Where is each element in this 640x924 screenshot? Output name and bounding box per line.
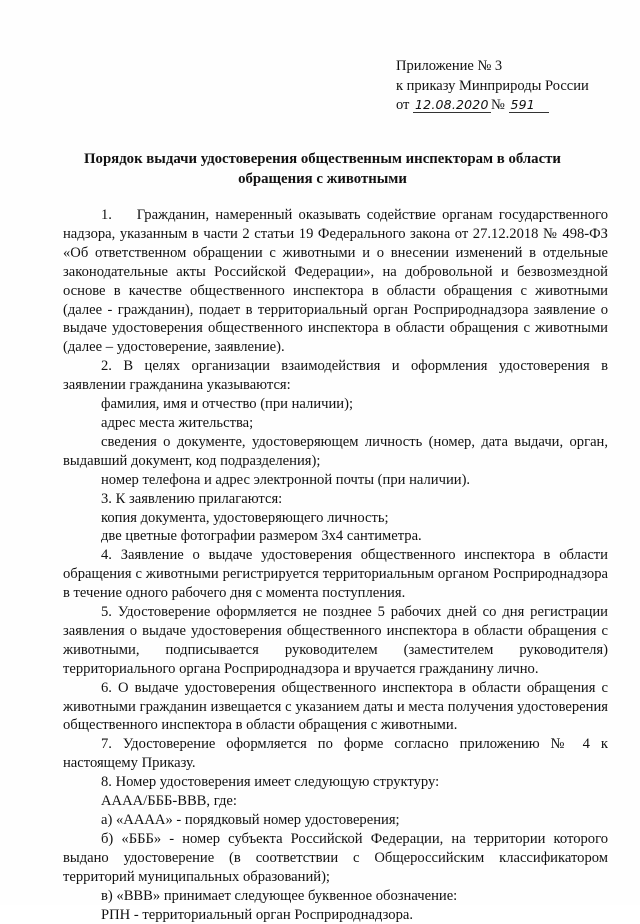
list-item: АААА/БББ-ВВВ, где: xyxy=(101,793,237,810)
list-item: а) «АААА» - порядковый номер удостоверения; xyxy=(101,812,400,828)
list-item: б) «БББ» - номер субъекта Российской Федерации, на территории которого выдано удостоверение (в соответствии с Общероссийским классификатором территорий муниципальных образований); xyxy=(63,830,608,885)
order-date-line xyxy=(396,96,626,116)
title-line-2: обращения с животными xyxy=(238,171,407,187)
handwritten-number: 591 xyxy=(509,98,549,113)
list-item: адрес места жительства; xyxy=(101,414,254,431)
list-item: номер телефона и адрес электронной почты (при наличии). xyxy=(101,471,471,488)
document-body xyxy=(63,206,608,924)
list-item: сведения о документе, удостоверяющем личность (номер, дата выдачи, орган, выдавший документ, код подразделения); xyxy=(63,433,608,469)
number-prefix: № xyxy=(491,97,505,113)
paragraph-3: 3. К заявлению прилагаются: xyxy=(101,490,283,507)
paragraph-1: 1. Гражданин, намеренный оказывать содействие органам государственного надзора, указанным в части 2 статьи 19 Федерального закона от 27.12.2018 № 498-ФЗ «Об ответственном обращении с животными и о внесении изменений в отдельные законодательные акты Российской Федерации», на добровольной и безвозмездной основе в качестве общественного инспектора в области обращения с животными (далее - гражданин), подает в территориальный орган Росприроднадзора заявление о выдаче удостоверения общественного инспектора в области обращения с животными (далее – удостоверение, заявление). xyxy=(63,207,608,356)
list-item: РПН - территориальный орган Росприроднадзора. xyxy=(101,906,414,923)
list-item: две цветные фотографии размером 3х4 сантиметра. xyxy=(101,528,422,545)
appendix-header xyxy=(396,57,626,116)
list-item: копия документа, удостоверяющего личность; xyxy=(101,509,389,526)
date-prefix: от xyxy=(396,97,410,113)
title-line-1: Порядок выдачи удостоверения общественным инспекторам в области xyxy=(84,151,561,167)
appendix-title: Приложение № 3 xyxy=(396,58,503,74)
list-item: фамилия, имя и отчество (при наличии); xyxy=(101,396,354,413)
list-item: в) «ВВВ» принимает следующее буквенное обозначение: xyxy=(101,887,458,904)
paragraph-5: 5. Удостоверение оформляется не позднее 5 рабочих дней со дня регистрации заявления о выдаче удостоверения общественного инспектора в области обращения с животными, подписывается руководителем (заместителем руководителя) территориального органа Росприроднадзора и вручается гражданину лично. xyxy=(63,604,608,677)
paragraph-2: 2. В целях организации взаимодействия и оформления удостоверения в заявлении гражданина указываются: xyxy=(63,358,608,394)
paragraph-6: 6. О выдаче удостоверения общественного инспектора в области обращения с животными гражданин извещается с указанием даты и места получения удостоверения общественного инспектора в области обращения с животными. xyxy=(63,679,608,734)
document-title xyxy=(40,149,605,189)
order-reference: к приказу Минприроды России xyxy=(396,77,589,94)
handwritten-date: 12.08.2020 xyxy=(413,98,491,113)
paragraph-4: 4. Заявление о выдаче удостоверения общественного инспектора в области обращения с животными регистрируется территориальным органом Росприроднадзора в течение одного рабочего дня с момента поступления. xyxy=(63,547,608,602)
paragraph-7: 7. Удостоверение оформляется по форме согласно приложению № 4 к настоящему Приказу. xyxy=(63,736,608,772)
paragraph-8: 8. Номер удостоверения имеет следующую структуру: xyxy=(101,774,440,791)
